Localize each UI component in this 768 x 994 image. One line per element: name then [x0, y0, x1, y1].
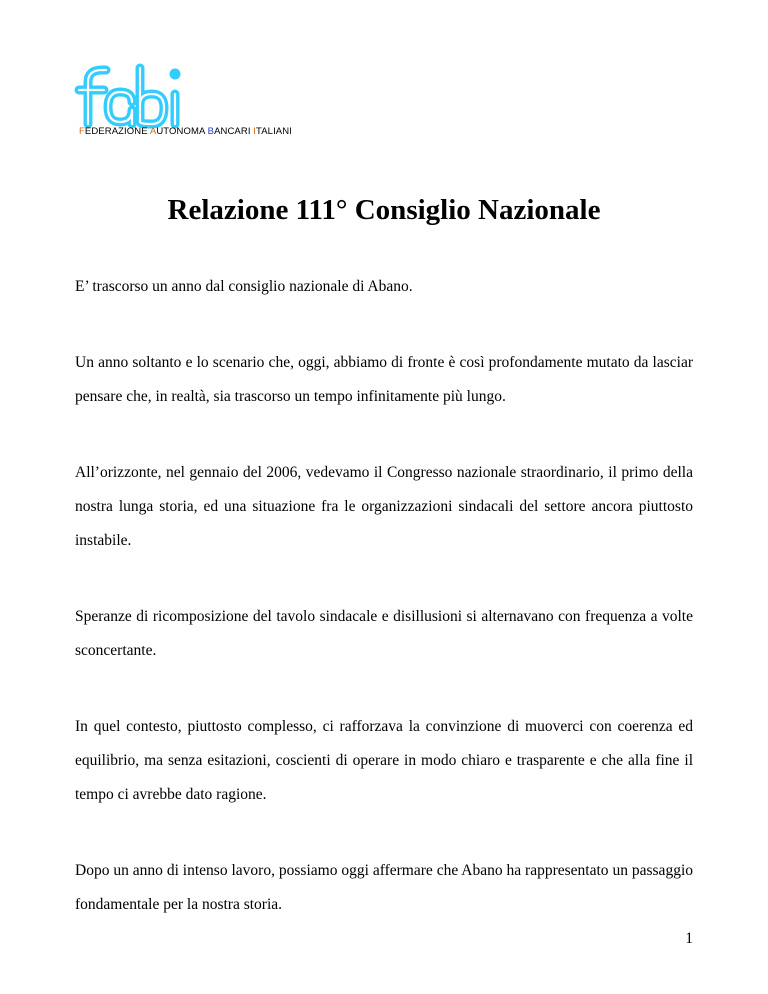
org-word-rest: TALIANI	[256, 126, 292, 137]
paragraph: Un anno soltanto e lo scenario che, oggi, abbiamo di fronte è così profondamente mutato da lasciar pensare che, in realtà, sia trascorso un tempo infinitamente più lungo.	[75, 354, 693, 405]
paragraph: E’ trascorso un anno dal consiglio nazionale di Abano.	[75, 278, 413, 295]
org-word-rest: UTONOMA	[156, 126, 208, 137]
org-initial-a: A	[149, 126, 157, 137]
fabi-logo	[74, 62, 184, 130]
paragraph: Dopo un anno di intenso lavoro, possiamo oggi affermare che Abano ha rappresentato un passaggio fondamentale per la nostra storia.	[75, 862, 693, 913]
paragraph: In quel contesto, piuttosto complesso, ci rafforzava la convinzione di muoverci con coerenza ed equilibrio, ma senza esitazioni, coscienti di operare in modo chiaro e trasparente e che alla fine il tempo ci avrebbe dato ragione.	[75, 718, 693, 803]
document-body	[75, 270, 693, 964]
org-word-rest: EDERAZIONE	[84, 126, 150, 137]
paragraph: All’orizzonte, nel gennaio del 2006, vedevamo il Congresso nazionale straordinario, il primo della nostra lunga storia, ed una situazione fra le organizzazioni sindacali del settore ancora piuttosto instabile.	[75, 464, 693, 549]
org-initial-b: B	[207, 126, 215, 137]
document-title: Relazione 111° Consiglio Nazionale	[167, 194, 601, 226]
paragraph: Speranze di ricomposizione del tavolo sindacale e disillusioni si alternavano con frequenza a volte sconcertante.	[75, 608, 693, 659]
org-initial-f: F	[79, 126, 85, 137]
org-name	[79, 126, 292, 137]
org-word-rest: ANCARI	[214, 126, 254, 137]
org-initial-i: I	[253, 126, 257, 137]
page-number: 1	[685, 930, 693, 947]
